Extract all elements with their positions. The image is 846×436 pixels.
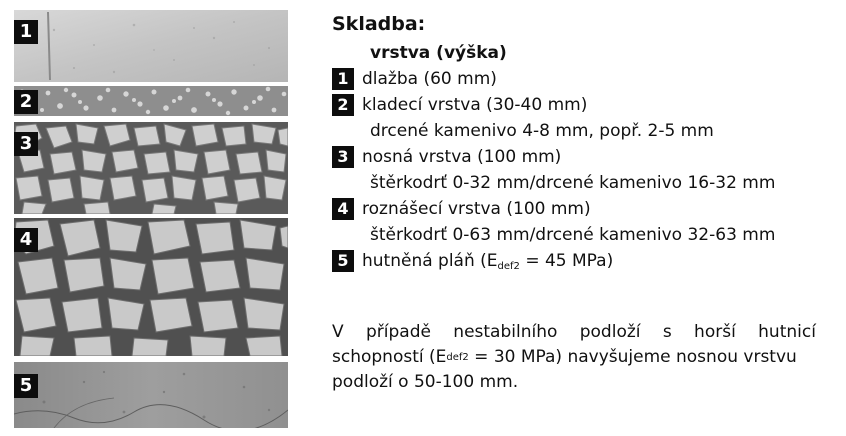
- note-paragraph: [332, 320, 816, 395]
- legend-badge-5: 5: [332, 250, 354, 272]
- legend-item-2: [332, 92, 832, 118]
- layer-kladeci: [14, 86, 288, 116]
- note-word: nestabilního: [453, 322, 558, 342]
- legend-detail-4: [332, 222, 832, 248]
- legend-item-1: [332, 66, 832, 92]
- layer-number-1: 1: [14, 20, 38, 44]
- note-line-2-pre: schopností (E: [332, 347, 447, 367]
- note-word: V: [332, 322, 344, 342]
- base-course-texture: [14, 122, 288, 214]
- layer-number-3: 3: [14, 132, 38, 156]
- bedding-texture: [14, 86, 288, 116]
- legend-item-5: [332, 248, 832, 274]
- note-line-3: [332, 370, 816, 395]
- subgrade-texture: [14, 362, 288, 428]
- legend-detail-text-2: drcené kamenivo 4-8 mm, popř. 2-5 mm: [370, 121, 714, 141]
- legend-label-5: [362, 248, 613, 280]
- note-line-1: [332, 320, 816, 345]
- layer-number-2: 2: [14, 90, 38, 114]
- legend-badge-1: 1: [332, 68, 354, 90]
- note-word: horší: [694, 322, 736, 342]
- layer-nosna: [14, 122, 288, 214]
- legend-badge-3: 3: [332, 146, 354, 168]
- note-word: případě: [365, 322, 431, 342]
- legend-heading: Skladba:: [332, 13, 426, 35]
- legend-label-5-sub: def2: [497, 261, 520, 272]
- note-word: hutnicí: [758, 322, 816, 342]
- legend-label-2: kladecí vrstva (30-40 mm): [362, 95, 588, 115]
- layer-number-5: 5: [14, 374, 38, 398]
- legend-detail-text-3: štěrkodrť 0-32 mm/drcené kamenivo 16-32 mm: [370, 173, 776, 193]
- layer-dlazba: [14, 10, 288, 82]
- sub-base-texture: [14, 218, 288, 356]
- legend-label-5-pre: hutněná pláň (E: [362, 251, 498, 271]
- legend-label-3: nosná vrstva (100 mm): [362, 147, 562, 167]
- legend-detail-3: [332, 170, 832, 196]
- layer-plan: [14, 362, 288, 428]
- legend-badge-2: 2: [332, 94, 354, 116]
- note-line-3-text: podloží o 50-100 mm.: [332, 372, 519, 392]
- legend-item-3: [332, 144, 832, 170]
- note-word: podloží: [579, 322, 641, 342]
- legend-badge-4: 4: [332, 198, 354, 220]
- legend-label-1: dlažba (60 mm): [362, 69, 497, 89]
- legend-label-4: roznášecí vrstva (100 mm): [362, 199, 591, 219]
- legend: [332, 10, 832, 274]
- note-word: s: [662, 322, 672, 342]
- legend-label-5-post: = 45 MPa): [519, 251, 614, 271]
- legend-item-4: [332, 196, 832, 222]
- paving-texture: [14, 10, 288, 82]
- layer-roznaseci: [14, 218, 288, 356]
- note-line-2-post: = 30 MPa) navyšujeme nosnou vrstvu: [468, 347, 797, 367]
- note-line-2-sub: def2: [446, 352, 469, 363]
- layer-number-4: 4: [14, 228, 38, 252]
- legend-detail-2: [332, 118, 832, 144]
- note-line-2: [332, 345, 816, 370]
- legend-subheading: vrstva (výška): [370, 43, 507, 63]
- legend-detail-text-4: štěrkodrť 0-63 mm/drcené kamenivo 32-63 mm: [370, 225, 776, 245]
- pavement-layer-figure: [14, 10, 288, 428]
